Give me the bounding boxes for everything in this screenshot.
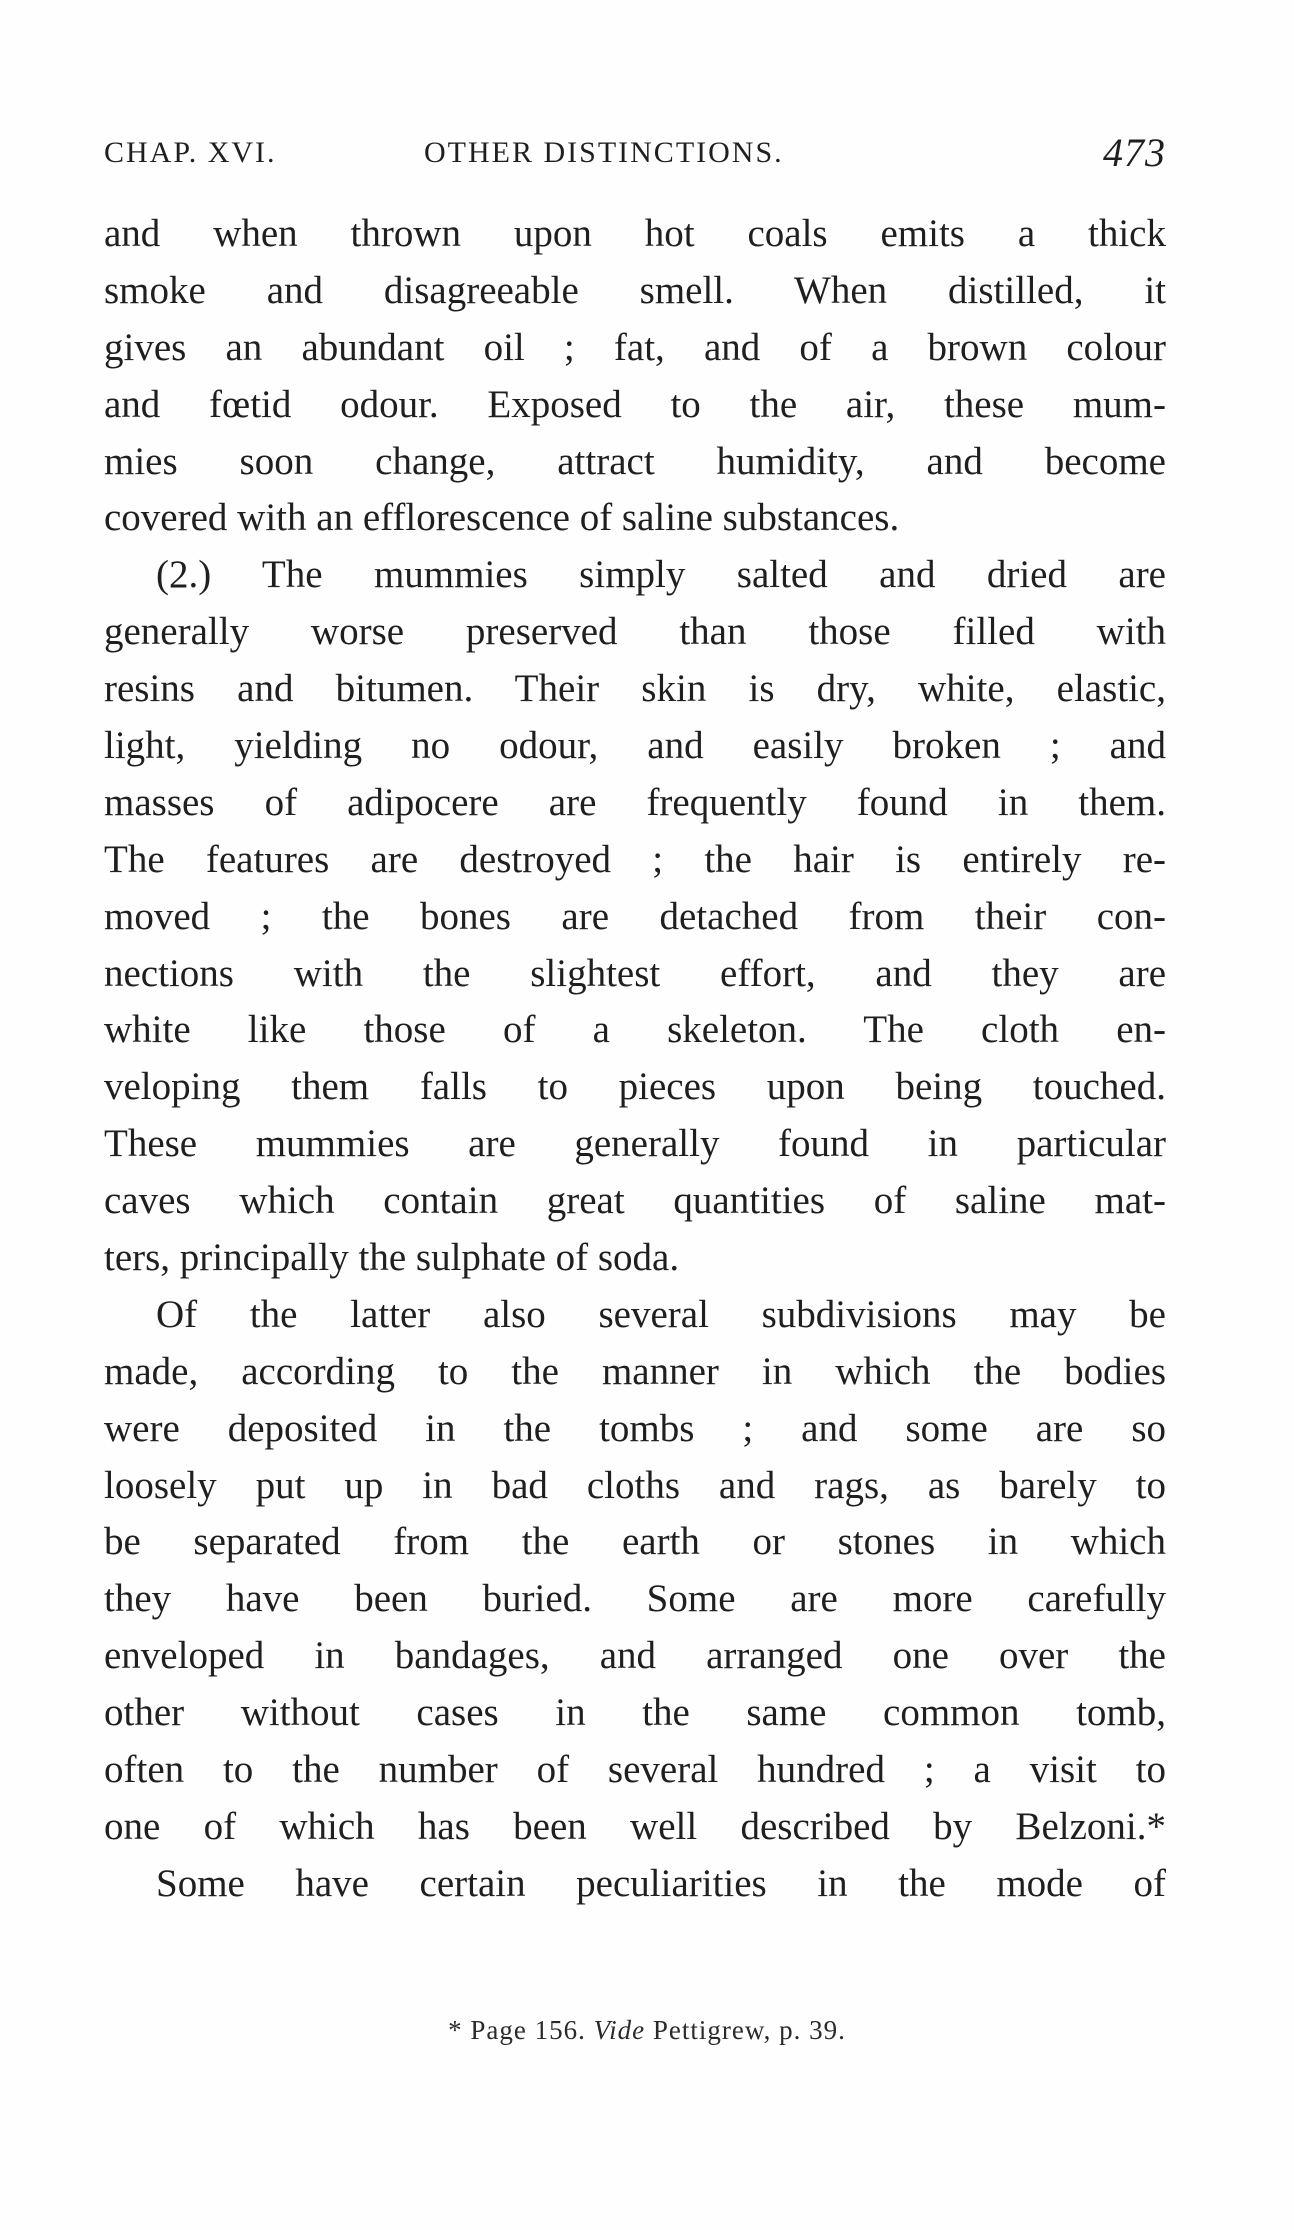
text-line: The features are destroyed ; the hair is entirely re- xyxy=(104,837,1166,881)
text-line: other without cases in the same common tomb, xyxy=(104,1691,1166,1735)
footnote-page-ref: Page 156. xyxy=(470,2015,586,2045)
text-line: Some have certain peculiarities in the mode of xyxy=(156,1861,1166,1905)
text-line: one of which has been well described by Belzoni.* xyxy=(104,1804,1166,1848)
chapter-label: CHAP. XVI. xyxy=(104,136,277,169)
page-number: 473 xyxy=(1103,130,1166,175)
text-line: ters, principally the sulphate of soda. xyxy=(104,1236,680,1280)
running-head xyxy=(104,128,1166,178)
text-line: masses of adipocere are frequently found in them. xyxy=(104,780,1166,824)
footnote-marker: * xyxy=(448,2015,463,2045)
text-line: moved ; the bones are detached from their con- xyxy=(104,894,1166,938)
text-line: loosely put up in bad cloths and rags, as barely to xyxy=(104,1463,1166,1507)
running-title: OTHER DISTINCTIONS. xyxy=(424,136,784,169)
text-line: nections with the slightest effort, and they are xyxy=(104,951,1166,995)
text-line: enveloped in bandages, and arranged one over the xyxy=(104,1634,1166,1678)
text-line: light, yielding no odour, and easily broken ; and xyxy=(104,724,1166,768)
text-line: resins and bitumen. Their skin is dry, white, elastic, xyxy=(104,667,1166,711)
text-line: often to the number of several hundred ; a visit to xyxy=(104,1748,1166,1792)
text-line: smoke and disagreeable smell. When distilled, it xyxy=(104,268,1166,312)
text-line: and when thrown upon hot coals emits a thick xyxy=(104,212,1166,255)
text-line: white like those of a skeleton. The cloth en- xyxy=(104,1008,1166,1052)
footnote-source: Pettigrew, p. 39. xyxy=(652,2015,846,2045)
footnote xyxy=(0,2012,1294,2048)
text-line: veloping them falls to pieces upon being touched. xyxy=(104,1065,1166,1109)
text-line: made, according to the manner in which the bodies xyxy=(104,1349,1166,1393)
text-line: generally worse preserved than those filled with xyxy=(104,610,1166,654)
text-line: covered with an efflorescence of saline substances. xyxy=(104,496,900,540)
text-line: These mummies are generally found in particular xyxy=(104,1122,1166,1166)
text-line: mies soon change, attract humidity, and become xyxy=(104,439,1166,483)
text-line: they have been buried. Some are more carefully xyxy=(104,1577,1166,1621)
body-text xyxy=(104,206,1166,1913)
text-line: be separated from the earth or stones in which xyxy=(104,1520,1166,1564)
text-line: were deposited in the tombs ; and some are so xyxy=(104,1406,1166,1450)
text-line: Of the latter also several subdivisions may be xyxy=(156,1292,1166,1336)
footnote-vide: Vide xyxy=(593,2015,646,2045)
text-line: caves which contain great quantities of saline mat- xyxy=(104,1179,1166,1223)
text-line: (2.) The mummies simply salted and dried are xyxy=(156,553,1166,597)
text-line: gives an abundant oil ; fat, and of a brown colour xyxy=(104,325,1166,369)
text-line: and fœtid odour. Exposed to the air, these mum- xyxy=(104,382,1166,426)
